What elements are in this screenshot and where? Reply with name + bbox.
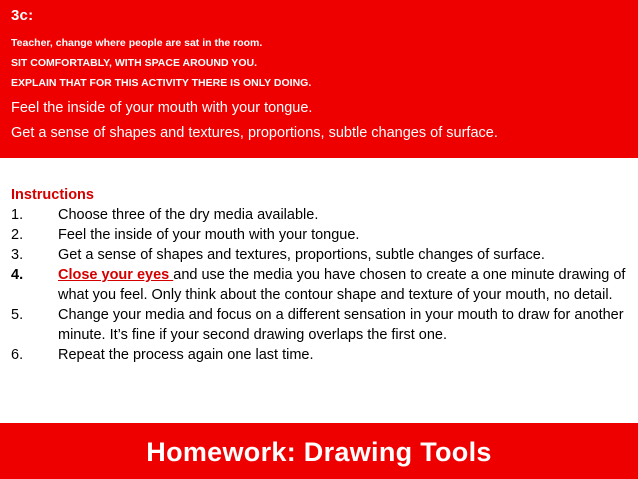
- step-item: [11, 245, 631, 265]
- footer-banner: [0, 423, 638, 479]
- instructions-section: [11, 185, 631, 365]
- teacher-note-2: SIT COMFORTABLY, WITH SPACE AROUND YOU.: [11, 57, 257, 69]
- step-number: 6.: [11, 347, 24, 363]
- step-item: [11, 205, 631, 225]
- step-number: 1.: [11, 207, 24, 223]
- step-text: Choose three of the dry media available.: [58, 207, 319, 223]
- header-line-1: Feel the inside of your mouth with your tongue.: [11, 100, 313, 116]
- footer-title: Homework: Drawing Tools: [146, 437, 492, 467]
- step-text: Change your media and focus on a different sensation in your mouth to draw for another minute. It’s fine if your second drawing overlaps the first one.: [58, 307, 624, 343]
- step-number: 2.: [11, 227, 24, 243]
- step-item: [11, 265, 631, 305]
- step-number: 4.: [11, 267, 24, 283]
- teacher-note-3: EXPLAIN THAT FOR THIS ACTIVITY THERE IS ONLY DOING.: [11, 77, 312, 89]
- step-item: [11, 225, 631, 245]
- step-text: Repeat the process again one last time.: [58, 347, 314, 363]
- step-number: 3.: [11, 247, 24, 263]
- step-text: Feel the inside of your mouth with your tongue.: [58, 227, 360, 243]
- instructions-heading: Instructions: [11, 187, 94, 203]
- step-emphasis: Close your eyes: [58, 267, 174, 283]
- step-item: [11, 345, 631, 365]
- step-item: [11, 305, 631, 345]
- activity-code: 3c:: [11, 7, 34, 24]
- step-text-rest: and use the media you have chosen to create a one minute drawing of what you feel. Only think about the contour shape and texture of your mouth, no detail.: [58, 267, 626, 303]
- header-line-2: Get a sense of shapes and textures, proportions, subtle changes of surface.: [11, 125, 498, 141]
- header-banner: [0, 0, 638, 158]
- step-text: Get a sense of shapes and textures, proportions, subtle changes of surface.: [58, 247, 545, 263]
- teacher-note-1: Teacher, change where people are sat in the room.: [11, 37, 263, 49]
- step-number: 5.: [11, 307, 24, 323]
- step-text: [58, 265, 631, 305]
